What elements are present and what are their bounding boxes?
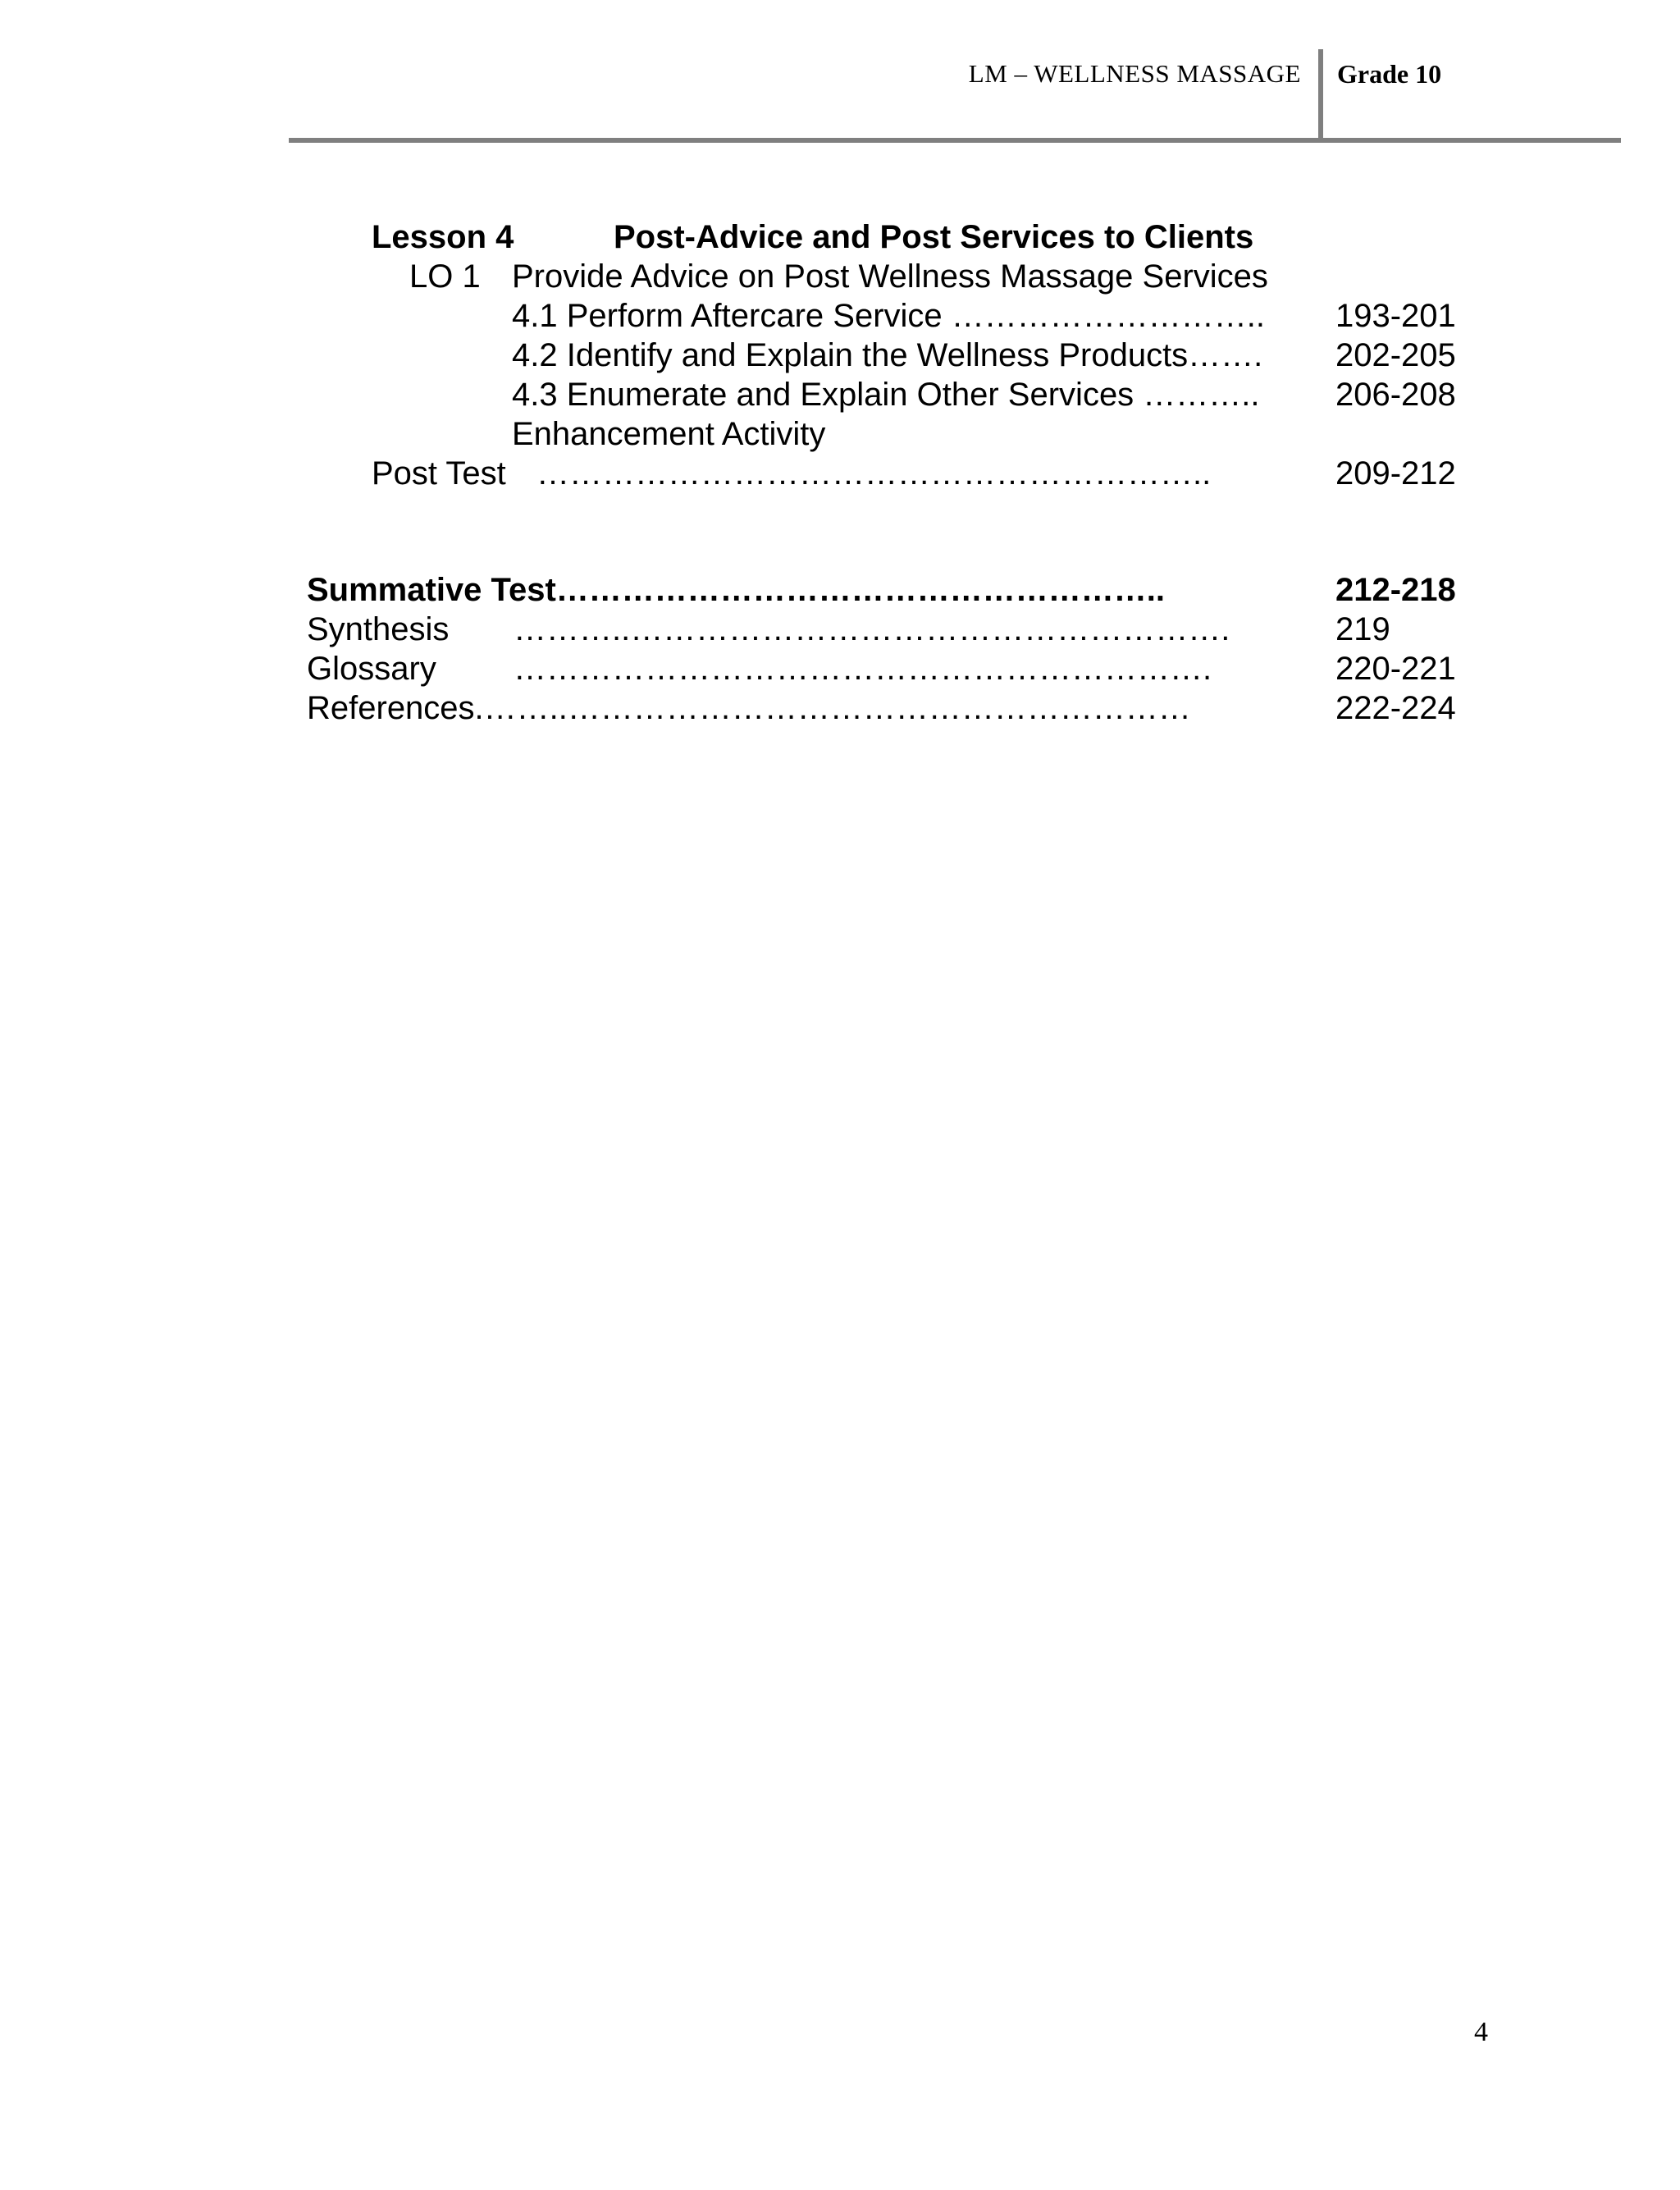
header-title: LM – WELLNESS MASSAGE [968, 59, 1301, 88]
page-number: 4 [1474, 2017, 1488, 2047]
toc-glossary-pages: 220-221 [1335, 651, 1456, 687]
toc-item-4-3: 4.3 Enumerate and Explain Other Services ……….. [512, 377, 1260, 413]
toc-item-4-3-pages: 206-208 [1335, 377, 1456, 413]
toc-post-test-label: Post Test [372, 455, 506, 491]
header-rule [289, 138, 1621, 143]
toc-glossary-dots: ………………………………………………………. [514, 651, 1212, 687]
toc-synthesis-pages: 219 [1335, 611, 1390, 647]
toc-item-4-1: 4.1 Perform Aftercare Service ……………………….. [512, 298, 1265, 334]
toc-item-4-1-pages: 193-201 [1335, 298, 1456, 334]
lo-label: LO 1 [409, 258, 481, 295]
toc-glossary-label: Glossary [307, 651, 436, 687]
toc-item-4-2-pages: 202-205 [1335, 337, 1456, 373]
lesson-label: Lesson 4 [372, 219, 514, 255]
toc-item-4-2: 4.2 Identify and Explain the Wellness Products……. [512, 337, 1263, 373]
toc-summative: Summative Test……………………………………………….. [307, 572, 1166, 608]
toc-references: References.……..………………………………………………… [307, 690, 1191, 726]
toc-summative-pages: 212-218 [1335, 572, 1456, 608]
toc-synthesis-dots: ………..………………………………………………. [514, 611, 1230, 647]
toc-enhancement: Enhancement Activity [512, 416, 826, 452]
lo-title: Provide Advice on Post Wellness Massage Services [512, 258, 1268, 295]
lesson-title: Post-Advice and Post Services to Clients [614, 219, 1254, 255]
toc-post-test-dots: …………………………………………………….. [536, 455, 1212, 491]
header-divider-vertical [1318, 49, 1323, 141]
header-grade: Grade 10 [1337, 59, 1442, 89]
toc-references-pages: 222-224 [1335, 690, 1456, 726]
toc-synthesis-label: Synthesis [307, 611, 450, 647]
toc-post-test-pages: 209-212 [1335, 455, 1456, 491]
